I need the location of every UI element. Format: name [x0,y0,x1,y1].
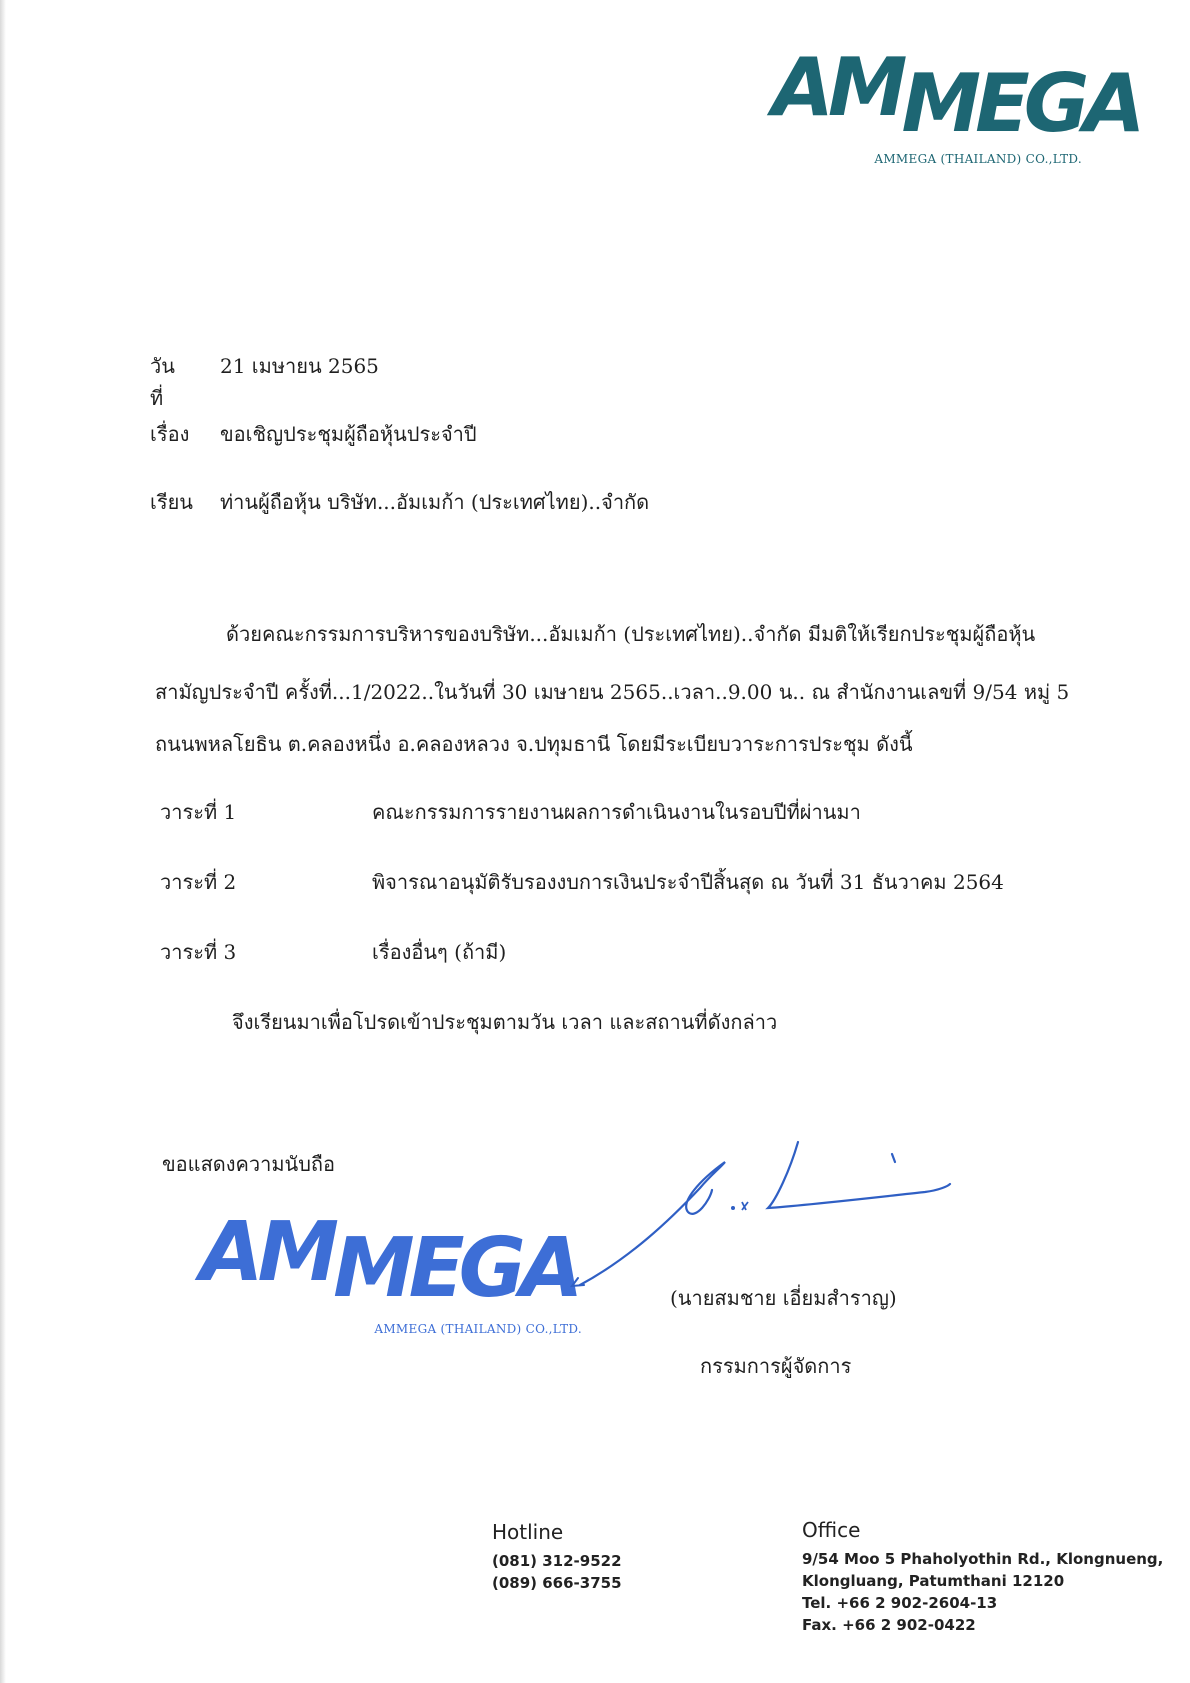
subject-value: ขอเชิญประชุมผู้ถือหุ้นประจำปี [220,422,477,446]
regards-line: ขอแสดงความนับถือ [162,1152,336,1176]
date-label: วันที่ [150,354,175,410]
signer-name: (นายสมชาย เอี่ยมสำราญ) [670,1286,897,1310]
agenda-label: วาระที่ 3 [160,940,237,964]
date-value: 21 เมษายน 2565 [220,354,379,378]
hotline-number: (089) 666-3755 [492,1574,622,1592]
subject-label: เรื่อง [150,422,190,446]
company-logo [772,41,1140,168]
agenda-text: พิจารณาอนุมัติรับรองงบการเงินประจำปีสิ้นสุด ณ วันที่ 31 ธันวาคม 2564 [372,870,1004,894]
footer-hotline [492,1520,622,1594]
hotline-title: Hotline [492,1520,564,1544]
stamp-part-mega: MEGA [333,1221,578,1316]
logo-wordmark [772,41,1140,150]
logo-company-name: AMMEGA (THAILAND) CO.,LTD. [874,152,1082,166]
stamp-wordmark [200,1205,578,1316]
signer-title: กรรมการผู้จัดการ [700,1354,852,1378]
scan-edge [0,0,6,1683]
agenda-label: วาระที่ 2 [160,870,237,894]
office-address-line: 9/54 Moo 5 Phaholyothin Rd., Klongnueng, [802,1550,1164,1568]
logo-part-am: AM [772,41,902,134]
logo-part-mega: MEGA [901,57,1140,150]
agenda-text: คณะกรรมการรายงานผลการดำเนินงานในรอบปีที่ผ่านมา [372,800,861,824]
agenda-label: วาระที่ 1 [160,800,237,824]
agenda-text: เรื่องอื่นๆ (ถ้ามี) [372,940,507,964]
recipient-label: เรียน [150,490,193,514]
footer-office [802,1518,1163,1636]
recipient-value: ท่านผู้ถือหุ้น บริษัท...อัมเมก้า (ประเทศไทย)..จำกัด [220,490,650,514]
signature-icon [570,1140,960,1290]
office-fax: Fax. +66 2 902-0422 [802,1616,976,1634]
invitation-line: จึงเรียนมาเพื่อโปรดเข้าประชุมตามวัน เวลา และสถานที่ดังกล่าว [232,1010,778,1034]
company-stamp [200,1205,600,1352]
body-line-3: ถนนพหลโยธิน ต.คลองหนึ่ง อ.คลองหลวง จ.ปทุมธานี โดยมีระเบียบวาระการประชุม ดังนี้ [155,732,913,756]
office-phone: Tel. +66 2 902-2604-13 [802,1594,998,1612]
body-line-2: สามัญประจำปี ครั้งที่...1/2022..ในวันที่ 30 เมษายน 2565..เวลา..9.00 น.. ณ สำนักงานเลขที่ 9/54 หมู่ 5 [155,680,1070,704]
body-line-1: ด้วยคณะกรรมการบริหารของบริษัท...อัมเมก้า (ประเทศไทย)..จำกัด มีมติให้เรียกประชุมผู้ถือหุ้น [226,622,1036,646]
hotline-number: (081) 312-9522 [492,1552,622,1570]
office-address-line: Klongluang, Patumthani 12120 [802,1572,1065,1590]
stamp-company-name: AMMEGA (THAILAND) CO.,LTD. [374,1322,582,1336]
office-title: Office [802,1518,861,1542]
stamp-part-am: AM [200,1205,334,1300]
